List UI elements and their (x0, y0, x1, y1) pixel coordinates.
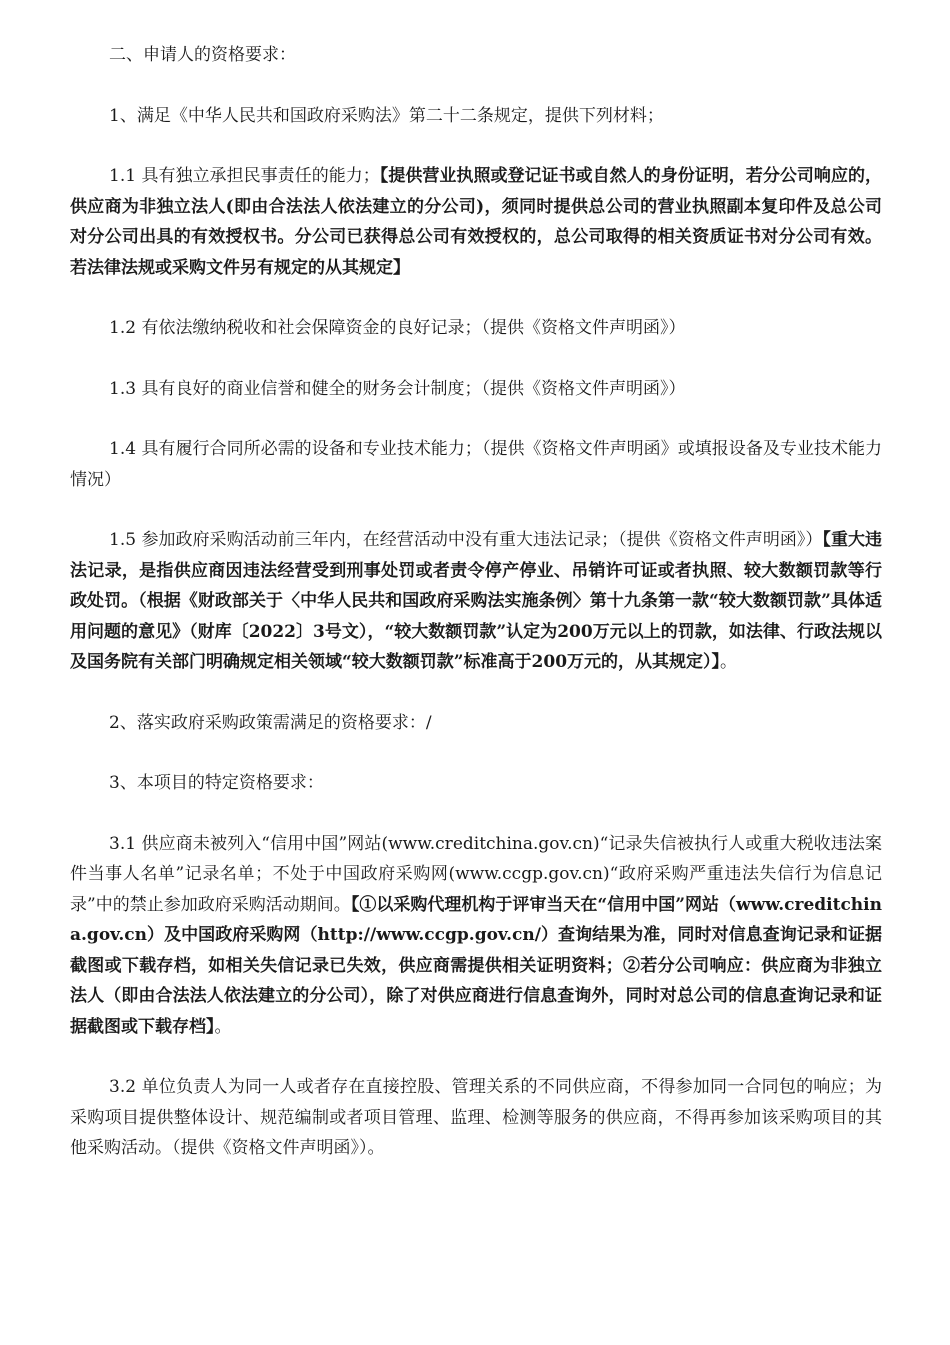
requirement-3-1-end: 。 (214, 1016, 232, 1037)
requirement-1-1-text: 1.1 具有独立承担民事责任的能力； (109, 166, 380, 186)
requirement-3-1 (70, 829, 882, 1043)
requirement-3-2-text: 3.2 单位负责人为同一人或者存在直接控股、管理关系的不同供应商，不得参加同一合同包的响应；为采购项目提供整体设计、规范编制或者项目管理、监理、检测等服务的供应商，不得再参加该采购项目的其他采购活动。（提供《资格文件声明函》）。 (70, 1077, 882, 1158)
requirement-1-5-text: 1.5 参加政府采购活动前三年内，在经营活动中没有重大违法记录；（提供《资格文件声明函》） (109, 530, 823, 550)
requirement-3-text: 3、本项目的特定资格要求： (109, 773, 324, 793)
requirement-3-1-note: 【①以采购代理机构于评审当天在“信用中国”网站（www.creditchina.gov.cn）及中国政府采购网（http://www.ccgp.gov.cn/）查询结果为准，同时对信息查询记录和证据截图或下载存档，如相关失信记录已失效，供应商需提供相关证明资料；②若分公司响应：供应商为非独立法人（即由合法法人依法建立的分公司），除了对供应商进行信息查询外，同时对总公司的信息查询记录和证据截图或下载存档】 (70, 894, 882, 1037)
requirement-1-1 (70, 161, 882, 283)
requirement-1-2-text: 1.2 有依法缴纳税收和社会保障资金的良好记录；（提供《资格文件声明函》） (109, 318, 686, 338)
requirement-3-2 (70, 1072, 882, 1164)
requirement-1-text: 1、满足《中华人民共和国政府采购法》第二十二条规定，提供下列材料； (109, 105, 664, 126)
section-heading (70, 40, 882, 71)
requirement-2-text: 2、落实政府采购政策需满足的资格要求：/ (109, 712, 432, 733)
heading-text: 二、申请人的资格要求： (109, 45, 296, 65)
requirement-3-1-text: 3.1 供应商未被列入“信用中国”网站(www.creditchina.gov.cn)“记录失信被执行人或重大税收违法案件当事人名单”记录名单；不处于中国政府采购网(www.ccgp.gov.cn)“政府采购严重违法失信行为信息记录”中的禁止参加政府采购活动期间。 (70, 833, 882, 915)
requirement-1-3 (70, 374, 882, 405)
requirement-3 (70, 768, 882, 799)
requirement-1-5 (70, 525, 882, 678)
requirement-2 (70, 708, 882, 739)
requirement-1-5-end: 。 (720, 652, 738, 672)
document-body (70, 40, 882, 1194)
requirement-1-1-note: 【提供营业执照或登记证书或自然人的身份证明，若分公司响应的，供应商为非独立法人(即由合法法人依法建立的分公司)，须同时提供总公司的营业执照副本复印件及总公司对分公司出具的有效授权书。分公司已获得总公司有效授权的，总公司取得的相关资质证书对分公司有效。若法律法规或采购文件另有规定的从其规定】 (70, 166, 882, 278)
requirement-1-5-note: 【重大违法记录，是指供应商因违法经营受到刑事处罚或者责令停产停业、吊销许可证或者执照、较大数额罚款等行政处罚。（根据《财政部关于〈中华人民共和国政府采购法实施条例〉第十九条第一款“较大数额罚款”具体适用问题的意见》（财库〔2022〕3号文），“较大数额罚款”认定为200万元以上的罚款，如法律、行政法规以及国务院有关部门明确规定相关领域“较大数额罚款”标准高于200万元的，从其规定）】 (70, 530, 882, 672)
requirement-1-3-text: 1.3 具有良好的商业信誉和健全的财务会计制度；（提供《资格文件声明函》） (109, 378, 686, 399)
requirement-1-4 (70, 434, 882, 495)
requirement-1-4-text: 1.4 具有履行合同所必需的设备和专业技术能力；（提供《资格文件声明函》或填报设备及专业技术能力情况） (70, 439, 882, 490)
requirement-1-2 (70, 313, 882, 344)
requirement-1 (70, 101, 882, 132)
